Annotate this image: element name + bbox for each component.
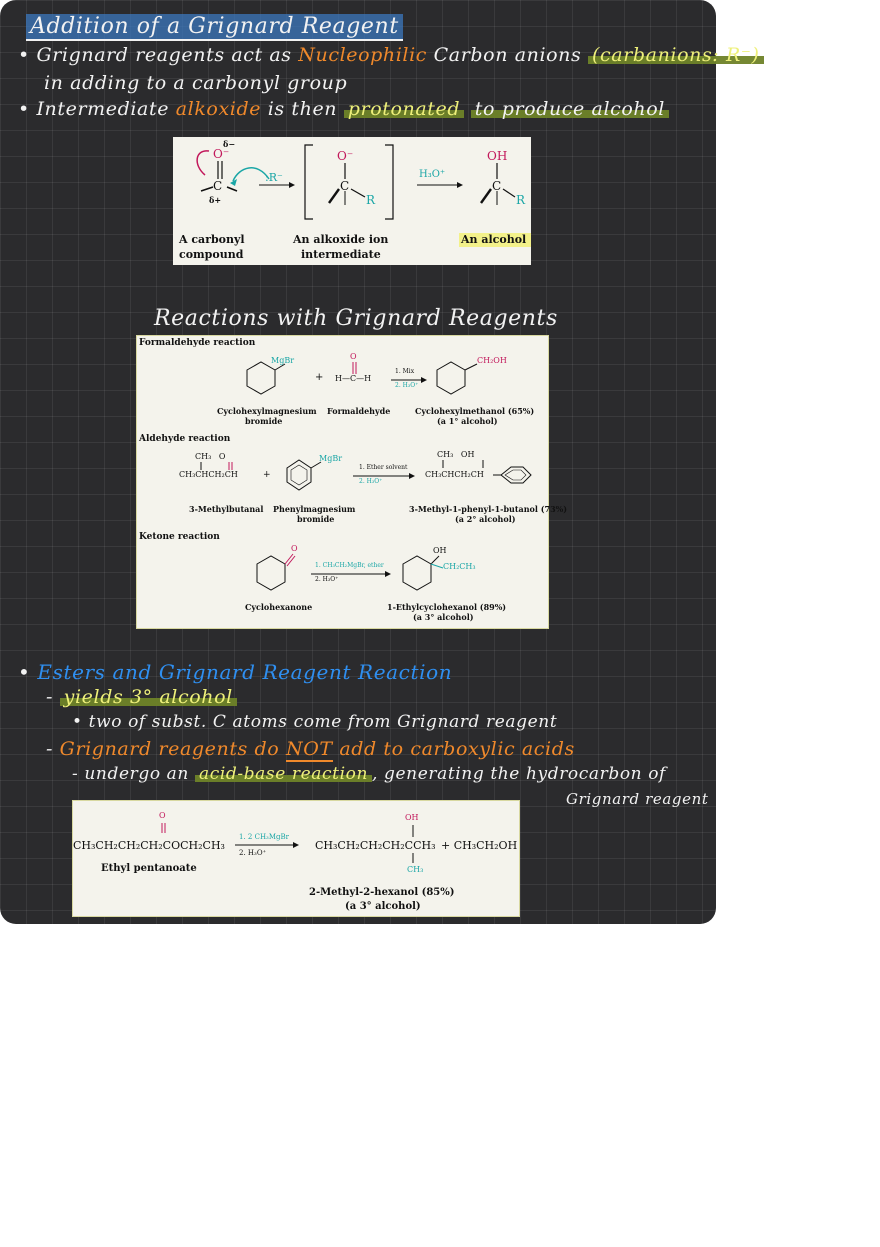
plus-1: + [315,372,324,383]
carbanions-text: (carbanions: R⁻) [588,44,763,66]
undergo-text: undergo an [84,764,189,784]
title-text: Addition of a Grignard Reagent [26,14,403,41]
ketone-section: Ketone reaction [139,532,220,542]
ester-step-1: 1. 2 CH₃MgBr [239,833,289,841]
hexanol-formula: CH₃CH₂CH₂CH₂CCH₃ [315,839,436,852]
formaldehyde-section: Formaldehyde reaction [139,338,256,348]
label-alcohol: An alcohol [461,233,527,246]
bullet-dot: • [18,44,30,66]
ketone-product-oh: OH [433,546,447,555]
ethyl-group: CH₂CH₃ [443,562,476,571]
alkoxide-c: C [340,179,350,193]
ester-o: O [159,811,166,820]
ester-structures [73,801,519,916]
added-ch3: CH₃ [407,865,424,874]
name-methylhexanol: 2-Methyl-2-hexanol (85%) [309,887,455,898]
carbonyl-o: O⁻ [213,147,230,161]
not-text: NOT [286,738,333,760]
ester-formula: CH₃CH₂CH₂CH₂COCH₂CH₃ [73,839,225,852]
ester-step-2: 2. H₃O⁺ [239,849,267,857]
bullet-1-text: Grignard reagents act as [36,44,292,66]
protonated-text: protonated [344,98,464,120]
carbonyl-c: C [213,179,223,193]
name-ethyl-pentanoate: Ethyl pentanoate [101,863,197,874]
plus-2: + [263,470,271,480]
aldehyde-section: Aldehyde reaction [139,434,231,444]
name-cyclohexylmethanol: Cyclohexylmethanol (65%) [415,406,535,416]
step-c2: 2. H₃O⁺ [315,576,339,583]
generating-text: , generating the hydrocarbon of [372,764,666,784]
name-ethylcyclohexanol: 1-Ethylcyclohexanol (89%) [387,602,507,612]
esters-heading-row [18,660,452,684]
delta-minus: δ− [223,139,236,149]
bullet-2-text: Intermediate [36,98,170,120]
formaldehyde-o: O [350,352,357,361]
alcohol-oh: OH [487,149,508,163]
esters-line-2 [72,712,557,732]
carboxylic-acids-text: add to carboxylic acids [339,738,575,760]
alcohol-r: R [516,193,526,207]
delta-plus: δ+ [209,195,222,205]
ethanol-formula: + CH₃CH₂OH [441,839,518,852]
name-cyclohexylmg: Cyclohexylmagnesium [217,406,317,416]
name-phenylbutanol: 3-Methyl-1-phenyl-1-butanol (73%) [409,504,568,514]
ester-product-oh: OH [405,813,419,822]
step-a2: 2. H₃O⁺ [395,382,419,389]
name-formaldehyde: Formaldehyde [327,406,391,416]
ketone-o: O [291,544,298,553]
yields-3-alcohol: yields 3° alcohol [60,686,237,708]
two-subst-text: two of subst. C atoms come from Grignard reagent [88,712,558,732]
step-b2: 2. H₃O⁺ [359,478,383,485]
reactions-diagram [136,335,568,629]
alkoxide-text: alkoxide [175,98,262,120]
name-3-alcohol-2: (a 3° alcohol) [345,901,421,912]
name-2-alcohol: (a 2° alcohol) [455,514,516,524]
note-title [26,14,403,39]
mgbr-2: MgBr [319,454,343,463]
alkoxide-r: R [366,193,376,207]
reactions-heading: Reactions with Grignard Reagents [154,306,558,331]
dash: - [46,738,54,760]
aldehyde-top: CH₃ O [195,452,226,461]
mechanism-diagram [173,137,531,265]
acid-base-text: acid-base reaction [195,764,372,784]
ch2oh: CH₂OH [477,356,507,365]
bullet-1 [18,44,764,66]
produce-alcohol-text: to produce alcohol [471,98,669,120]
do-not-pre: Grignard reagents do [59,738,280,760]
step-a1: 1. Mix [395,368,415,375]
label-intermediate: intermediate [301,248,381,261]
name-methylbutanal: 3-Methylbutanal [189,504,264,514]
name-1-alcohol: (a 1° alcohol) [437,416,498,426]
dash: - [46,686,54,708]
product-b-main: CH₃CHCH₂CH [425,470,484,479]
bullet-1-cont: in adding to a carbonyl group [44,72,348,94]
nucleophilic-text: Nucleophilic [298,44,428,66]
name-cyclohexanone: Cyclohexanone [245,602,313,612]
ester-reaction-diagram [72,800,520,917]
product-b-top: CH₃ OH [437,450,475,459]
esters-heading: Esters and Grignard Reagent Reaction [37,660,453,684]
esters-line-3 [46,738,575,760]
esters-line-4 [72,764,666,784]
bullet-dot: • [18,660,31,684]
name-bromide-1: bromide [245,416,283,426]
is-then-text: is then [267,98,338,120]
aldehyde-main: CH₃CHCH₂CH [179,470,238,479]
step-b1: 1. Ether solvent [359,464,408,471]
dash: - [72,764,79,784]
step-c1: 1. CH₃CH₂MgBr, ether [315,562,384,569]
alcohol-c: C [492,179,502,193]
bullet-dot: • [72,712,83,732]
mgbr-1: MgBr [271,356,295,365]
carbon-anions-text: Carbon anions [433,44,582,66]
esters-line-1 [46,686,237,708]
name-bromide-2: bromide [297,514,335,524]
bullet-2 [18,98,669,120]
bullet-dot: • [18,98,30,120]
alkoxide-o: O⁻ [337,149,354,163]
label-alkoxide: An alkoxide ion [293,233,389,246]
grignard-reagent-text: Grignard reagent [566,790,709,808]
label-compound: compound [179,248,244,261]
name-phenylmg: Phenylmagnesium [273,504,356,514]
h3o-reagent: H₃O⁺ [419,169,446,180]
formaldehyde-struct: H—C—H [335,374,372,383]
grignard-reagent: :R⁻ [265,171,283,184]
name-3-alcohol: (a 3° alcohol) [413,612,474,622]
label-carbonyl: A carbonyl [179,233,245,246]
